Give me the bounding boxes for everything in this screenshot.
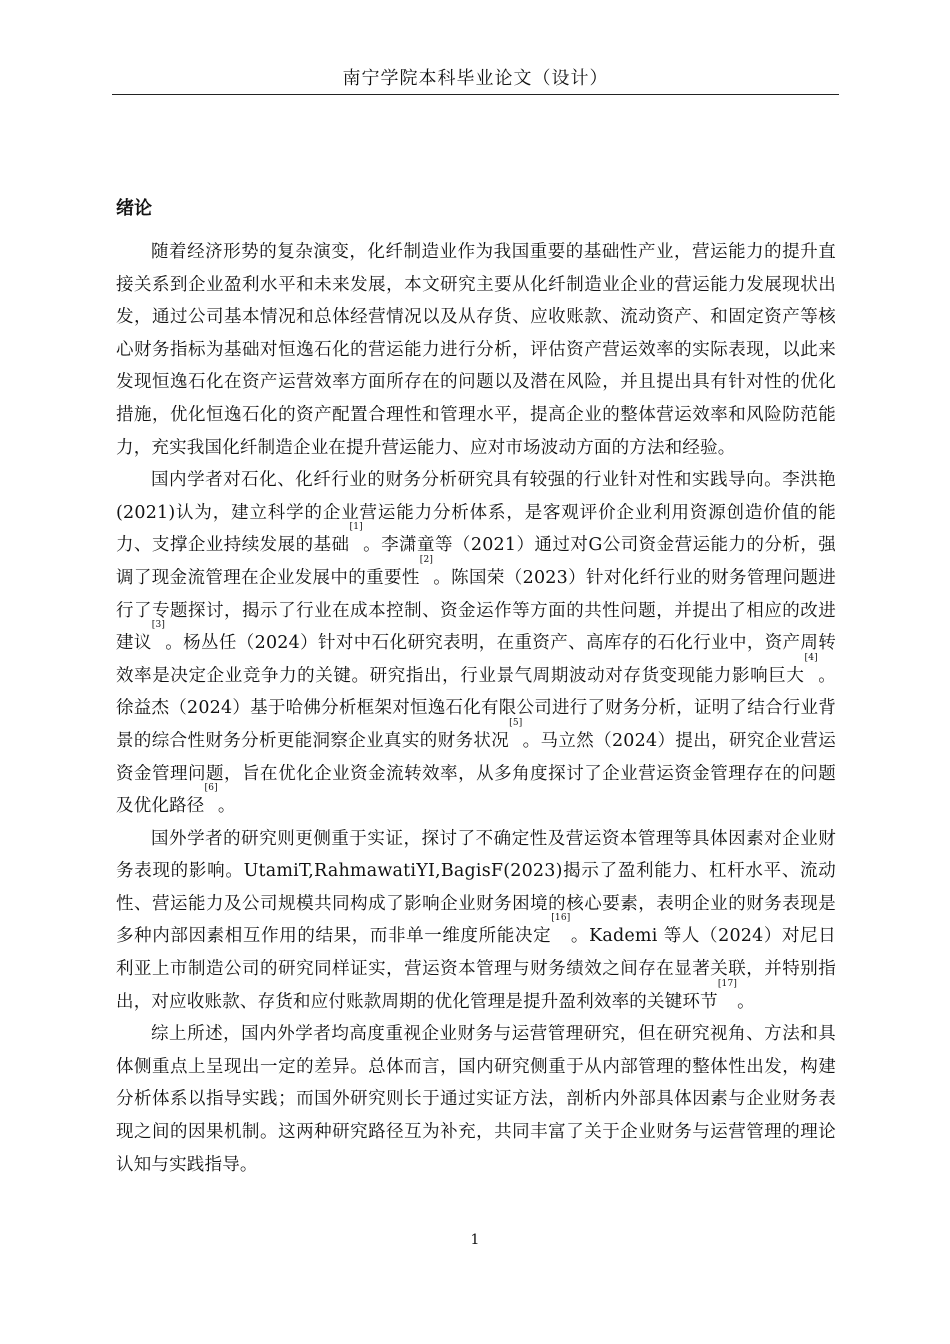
citation-ref: [16] xyxy=(551,913,571,924)
paragraph-summary: 综上所述，国内外学者均高度重视企业财务与运营管理研究，但在研究视角、方法和具体侧重点上呈现出一定的差异。总体而言，国内研究侧重于从内部管理的整体性出发，构建分析体系以指导实践；而国外研究则长于通过实证方法，剖析内外部具体因素与企业财务表现之间的因果机制。这两种研究路径互为补充，共同丰富了关于企业财务与运营管理的理论认知与实践指导。 xyxy=(116,1024,836,1175)
document-header-title: 南宁学院本科毕业论文（设计） xyxy=(342,68,609,89)
paragraph-text: 。Kademi 等人（2024）对尼日利亚上市制造公司的研究同样证实，营运资本管理与财务绩效之间存在显著关联，并特别指出，对应收账款、存货和应付账款周期的优化管理是提升盈利效率的关键环节 xyxy=(116,926,836,1012)
citation-ref: [4] xyxy=(804,652,818,663)
paragraph-foreign-research xyxy=(116,823,836,1019)
paragraph-text: 。马立然（2024）提出，研究企业营运资金管理问题，旨在优化企业资金流转效率，从多角度探讨了企业营运资金管理存在的问题及优化路径 xyxy=(116,730,836,817)
citation-ref: [2] xyxy=(419,554,434,565)
section-heading: 绪论 xyxy=(116,198,152,219)
citation-ref: [6] xyxy=(204,783,218,794)
paragraph-text: 国外学者的研究则更侧重于实证，探讨了不确定性及营运资本管理等具体因素对企业财务表现的影响。UtamiT,RahmawatiYI,BagisF(2023)揭示了盈利能力、杠杆水平、流动性、营运能力及公司规模共同构成了影响企业财务困境的核心要素，表明企业的财务表现是多种内部因素相互作用的结果，而非单一维度所能决定 xyxy=(116,828,836,947)
paragraph-text: 。杨丛任（2024）针对中石化研究表明，在重资产、高库存的石化行业中，资产周转效率是决定企业竞争力的关键。研究指出，行业景气周期波动对存货变现能力影响巨大 xyxy=(116,633,836,686)
paragraph-text: 。 xyxy=(737,991,755,1012)
citation-ref: [5] xyxy=(509,717,523,728)
paragraph-intro: 随着经济形势的复杂演变，化纤制造业作为我国重要的基础性产业，营运能力的提升直接关系到企业盈利水平和未来发展，本文研究主要从化纤制造业企业的营运能力发展现状出发，通过公司基本情况和总体经营情况以及从存货、应收账款、流动资产、和固定资产等核心财务指标为基础对恒逸石化的营运能力进行分析，评估资产营运效率的实际表现，以此来发现恒逸石化在资产运营效率方面所存在的问题以及潜在风险，并且提出具有针对性的优化措施，优化恒逸石化的资产配置合理性和管理水平，提高企业的整体营运效率和风险防范能力，充实我国化纤制造企业在提升营运能力、应对市场波动方面的方法和经验。 xyxy=(116,242,836,458)
page-body xyxy=(116,196,836,1181)
paragraph-domestic-research xyxy=(116,464,836,823)
paragraph-text: 国内学者对石化、化纤行业的财务分析研究具有较强的行业针对性和实践导向。李洪艳(2021)认为，建立科学的企业营运能力分析体系，是客观评价企业利用资源创造价值的能力、支撑企业持续发展的基础 xyxy=(116,470,836,556)
citation-ref: [3] xyxy=(151,620,166,631)
paragraph-text: 。徐益杰（2024）基于哈佛分析框架对恒逸石化有限公司进行了财务分析，证明了结合行业背景的综合性财务分析更能洞察企业真实的财务状况 xyxy=(116,665,836,751)
header-divider xyxy=(112,94,839,95)
page-number: 1 xyxy=(470,1232,480,1248)
paragraph-text: 。陈国荣（2023）针对化纤行业的财务管理问题进行了专题探讨，揭示了行业在成本控制、资金运作等方面的共性问题，并提出了相应的改进建议 xyxy=(116,567,836,654)
paragraph-text: 。 xyxy=(217,796,236,817)
paragraph-text: 。李潇童等（2021）通过对G公司资金营运能力的分析，强调了现金流管理在企业发展中的重要性 xyxy=(116,535,836,588)
citation-ref: [17] xyxy=(717,978,738,989)
citation-ref: [1] xyxy=(349,522,363,533)
